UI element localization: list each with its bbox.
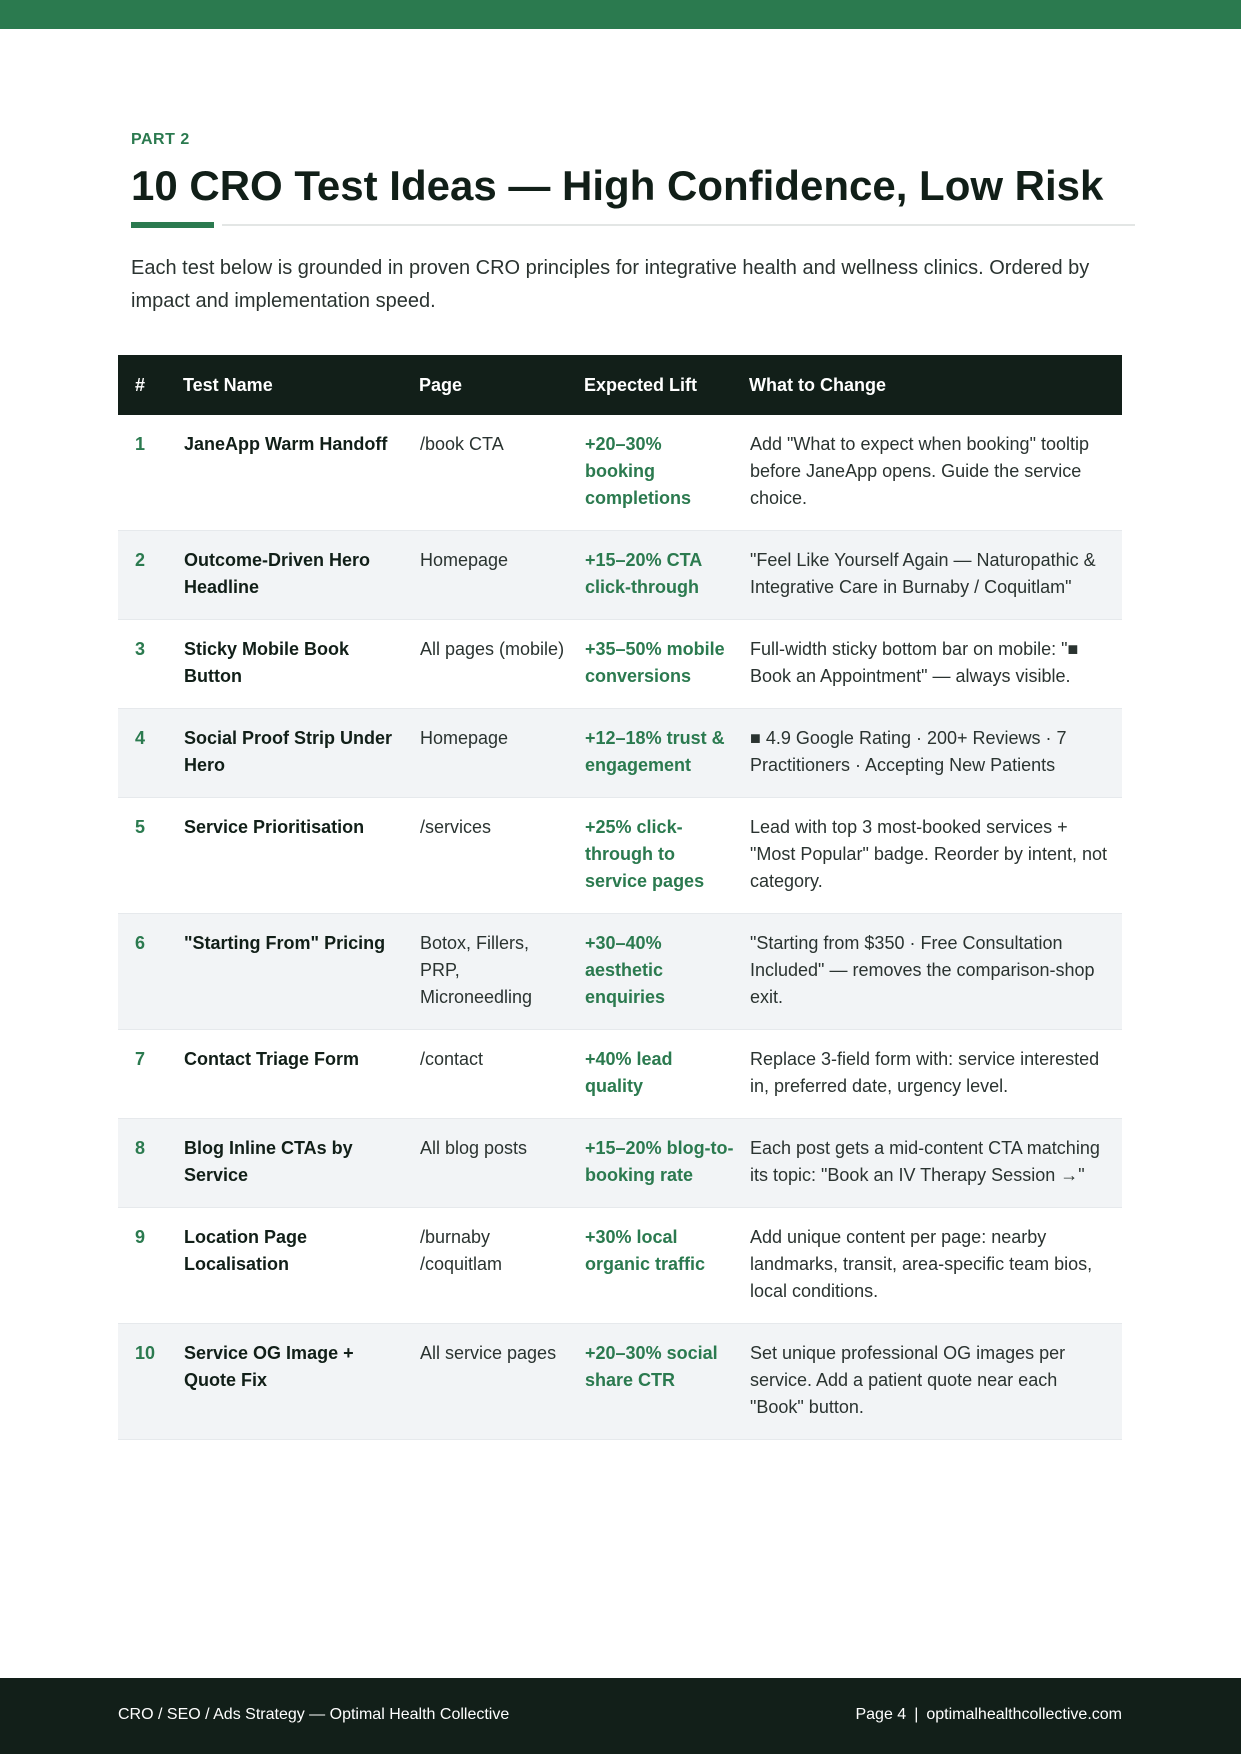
test-name: Social Proof Strip Under Hero [184, 728, 393, 775]
cro-tests-table [118, 355, 1122, 1440]
test-page: All pages (mobile) [420, 639, 565, 659]
intro-paragraph: Each test below is grounded in proven CRO principles for integrative health and wellness clinics. Ordered by impact and implementation speed. [131, 257, 1090, 312]
test-number: 1 [135, 434, 146, 454]
test-name: Sticky Mobile Book Button [184, 639, 350, 686]
test-number: 9 [135, 1227, 146, 1247]
test-what-to-change: ■ 4.9 Google Rating · 200+ Reviews · 7 Practitioners · Accepting New Patients [750, 728, 1067, 775]
test-number: 10 [135, 1343, 156, 1363]
table-row [118, 1208, 1122, 1324]
column-header-what-to-change: What to Change [749, 374, 886, 395]
test-page: /burnaby /coquitlam [420, 1227, 503, 1274]
column-header-page: Page [419, 374, 463, 395]
test-page: All blog posts [420, 1138, 528, 1158]
test-what-to-change: Add unique content per page: nearby landmarks, transit, area-specific team bios, local conditions. [750, 1227, 1093, 1301]
table-row [118, 1324, 1122, 1440]
test-page: Botox, Fillers, PRP, Microneedling [420, 933, 533, 1007]
table-row [118, 620, 1122, 709]
test-what-to-change: Lead with top 3 most-booked services + "Most Popular" badge. Reorder by intent, not category. [750, 817, 1107, 891]
test-page: Homepage [420, 728, 509, 748]
test-number: 8 [135, 1138, 146, 1158]
test-expected-lift: +20–30% booking completions [585, 434, 692, 508]
test-what-to-change: Set unique professional OG images per service. Add a patient quote near each "Book" button. [750, 1343, 1066, 1417]
test-name: Service Prioritisation [184, 817, 365, 837]
footer-website: optimalhealthcollective.com [926, 1706, 1122, 1723]
test-expected-lift: +12–18% trust & engagement [585, 728, 725, 775]
test-expected-lift: +20–30% social share CTR [585, 1343, 718, 1390]
test-number: 4 [135, 728, 146, 748]
test-what-to-change: Each post gets a mid-content CTA matching its topic: "Book an IV Therapy Session →" [750, 1138, 1100, 1185]
column-header-expected-lift: Expected Lift [584, 374, 698, 395]
column-header-test-name: Test Name [183, 374, 273, 395]
test-name: Contact Triage Form [184, 1049, 360, 1069]
footer-page-info [855, 1706, 1122, 1724]
test-expected-lift: +25% click-through to service pages [585, 817, 705, 891]
title-divider [222, 224, 1135, 226]
table-row [118, 1119, 1122, 1208]
test-page: /book CTA [420, 434, 504, 454]
test-name: Location Page Localisation [184, 1227, 308, 1274]
test-name: Outcome-Driven Hero Headline [184, 550, 371, 597]
test-expected-lift: +35–50% mobile conversions [585, 639, 725, 686]
test-page: Homepage [420, 550, 509, 570]
test-page: /services [420, 817, 492, 837]
table-row [118, 531, 1122, 620]
table-row [118, 415, 1122, 531]
footer-page-number: Page 4 [855, 1706, 907, 1723]
test-number: 7 [135, 1049, 146, 1069]
test-what-to-change: Add "What to expect when booking" tooltip before JaneApp opens. Guide the service choice. [750, 434, 1089, 508]
top-accent-bar [0, 0, 1241, 29]
table-header-row [118, 355, 1122, 415]
test-number: 2 [135, 550, 146, 570]
test-name: Service OG Image + Quote Fix [184, 1343, 354, 1390]
test-page: /contact [420, 1049, 484, 1069]
test-name: Blog Inline CTAs by Service [184, 1138, 353, 1185]
test-expected-lift: +15–20% blog-to-booking rate [585, 1138, 734, 1185]
test-expected-lift: +30–40% aesthetic enquiries [585, 933, 666, 1007]
footer-separator: | [914, 1706, 919, 1723]
test-name: JaneApp Warm Handoff [184, 434, 388, 454]
footer-document-title: CRO / SEO / Ads Strategy — Optimal Health Collective [118, 1706, 510, 1723]
test-what-to-change: Full-width sticky bottom bar on mobile: "■ Book an Appointment" — always visible. [750, 639, 1079, 686]
page-title: 10 CRO Test Ideas — High Confidence, Low Risk [131, 162, 1104, 209]
table-row [118, 709, 1122, 798]
test-name: "Starting From" Pricing [184, 933, 386, 953]
test-expected-lift: +40% lead quality [585, 1049, 673, 1096]
test-page: All service pages [420, 1343, 557, 1363]
test-what-to-change: Replace 3-field form with: service interested in, preferred date, urgency level. [750, 1049, 1100, 1096]
column-header-number: # [135, 374, 146, 395]
test-what-to-change: "Feel Like Yourself Again — Naturopathic & Integrative Care in Burnaby / Coquitlam" [750, 550, 1096, 597]
test-what-to-change: "Starting from $350 · Free Consultation Included" — removes the comparison-shop exit. [750, 933, 1095, 1007]
page-footer [0, 1678, 1241, 1754]
test-expected-lift: +30% local organic traffic [585, 1227, 706, 1274]
title-accent-underline [131, 222, 214, 228]
test-number: 3 [135, 639, 146, 659]
table-row [118, 1030, 1122, 1119]
section-eyebrow: PART 2 [131, 131, 190, 148]
test-number: 6 [135, 933, 146, 953]
table-row [118, 798, 1122, 914]
test-number: 5 [135, 817, 146, 837]
table-row [118, 914, 1122, 1030]
test-expected-lift: +15–20% CTA click-through [585, 550, 702, 597]
